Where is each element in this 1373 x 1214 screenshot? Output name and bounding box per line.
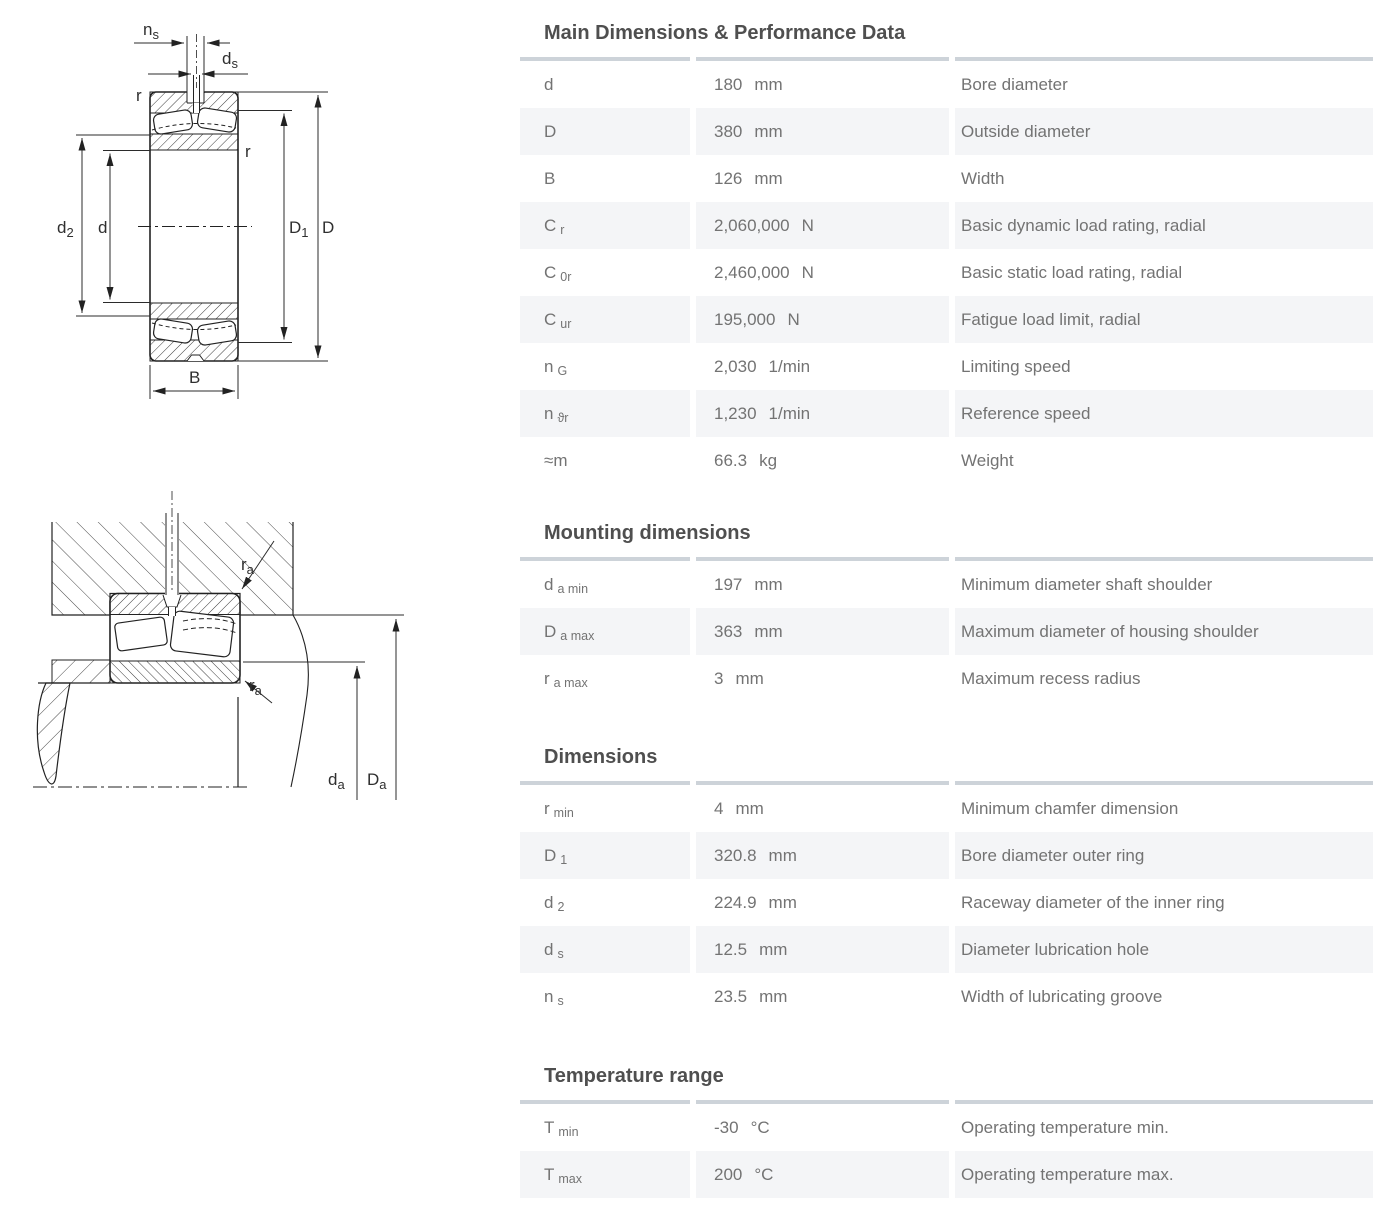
spec-symbol-subscript: s	[557, 946, 564, 961]
bearing-section-drawing	[0, 0, 500, 445]
spec-value-cell	[696, 108, 949, 155]
label-D1: $D_1$	[289, 218, 309, 240]
spec-description: Outside diameter	[961, 121, 1091, 141]
label-B: B	[189, 368, 201, 387]
spec-unit: mm	[754, 621, 783, 641]
section-title: Main Dimensions & Performance Data	[544, 22, 906, 44]
label-ra-top: $r_a$	[241, 555, 254, 577]
spec-symbol-cell	[520, 608, 690, 655]
spec-description: Basic static load rating, radial	[961, 262, 1183, 282]
spec-symbol: C	[544, 262, 557, 282]
spec-symbol-cell	[520, 973, 690, 1020]
spec-symbol-cell	[520, 390, 690, 437]
spec-symbol: n	[544, 403, 554, 423]
spec-symbol-cell	[520, 655, 690, 702]
spec-value-cell	[696, 832, 949, 879]
spec-symbol: n	[544, 986, 554, 1006]
inner-ring-mounted	[110, 661, 240, 683]
spec-symbol: B	[544, 168, 556, 188]
mounting-drawing	[0, 480, 470, 860]
inner-ring-bottom	[150, 303, 238, 319]
spec-description-cell	[955, 437, 1373, 484]
spec-description: Raceway diameter of the inner ring	[961, 892, 1225, 912]
spec-unit: mm	[735, 668, 764, 688]
spec-value: -30	[714, 1117, 739, 1137]
spec-symbol-cell	[520, 926, 690, 973]
spec-value: 4	[714, 798, 724, 818]
spec-value-cell	[696, 390, 949, 437]
spec-symbol-cell	[520, 1104, 690, 1151]
spec-description: Diameter lubrication hole	[961, 939, 1150, 959]
spec-unit: mm	[768, 845, 797, 865]
spec-description-cell	[955, 390, 1373, 437]
spec-description-cell	[955, 608, 1373, 655]
spec-value: 23.5	[714, 986, 748, 1006]
spec-symbol-subscript: min	[558, 1124, 579, 1139]
spec-value: 2,030	[714, 356, 757, 376]
spec-unit: kg	[759, 450, 778, 470]
spec-unit: N	[787, 309, 800, 329]
spec-description: Limiting speed	[961, 356, 1071, 376]
spec-unit: 1/min	[768, 356, 811, 376]
spec-symbol-cell	[520, 879, 690, 926]
spec-symbol-subscript: G	[557, 363, 568, 378]
spec-symbol: C	[544, 309, 557, 329]
spec-symbol-cell	[520, 343, 690, 390]
spec-symbol-cell	[520, 561, 690, 608]
spec-description: Operating temperature max.	[961, 1164, 1174, 1184]
spec-symbol: d	[544, 74, 554, 94]
spec-symbol: D	[544, 845, 557, 865]
spec-description: Bore diameter	[961, 74, 1068, 94]
spec-symbol-subscript: s	[557, 993, 564, 1008]
spec-value-cell	[696, 202, 949, 249]
spec-value: 197	[714, 574, 743, 594]
label-d: d	[98, 218, 108, 237]
spec-unit: mm	[759, 986, 788, 1006]
label-d2: $d_2$	[57, 218, 74, 240]
spec-value-cell	[696, 608, 949, 655]
lube-groove	[187, 91, 204, 103]
spec-value: 3	[714, 668, 724, 688]
spec-unit: mm	[754, 168, 783, 188]
spec-value: 12.5	[714, 939, 748, 959]
spec-description: Bore diameter outer ring	[961, 845, 1145, 865]
spec-value-cell	[696, 296, 949, 343]
spec-unit: °C	[750, 1117, 770, 1137]
housing-bore-curve	[291, 615, 308, 787]
label-r-top: r	[136, 86, 142, 105]
spec-unit: mm	[754, 574, 783, 594]
spec-value-cell	[696, 1151, 949, 1198]
spec-symbol-cell	[520, 437, 690, 484]
spec-value: 1,230	[714, 403, 757, 423]
spec-symbol-subscript: 2	[557, 899, 565, 914]
spec-value: 2,060,000	[714, 215, 790, 235]
spec-value-cell	[696, 561, 949, 608]
spec-description: Operating temperature min.	[961, 1117, 1169, 1137]
spec-value: 195,000	[714, 309, 776, 329]
spec-symbol-subscript: max	[558, 1171, 583, 1186]
spec-section	[520, 0, 1373, 484]
spec-unit: mm	[759, 939, 788, 959]
spec-value-cell	[696, 655, 949, 702]
spec-symbol: d	[544, 939, 554, 959]
spec-description-cell	[955, 108, 1373, 155]
spec-description: Maximum diameter of housing shoulder	[961, 621, 1259, 641]
label-da: $d_a$	[328, 770, 345, 792]
spec-symbol-subscript: r	[560, 222, 565, 237]
spec-description-cell	[955, 832, 1373, 879]
spec-symbol-cell	[520, 1151, 690, 1198]
label-ns: $n_s$	[143, 20, 159, 42]
inner-ring-top	[150, 134, 238, 150]
shaft-shoulder	[52, 660, 110, 683]
spec-symbol-cell	[520, 785, 690, 832]
spec-unit: mm	[768, 892, 797, 912]
spec-symbol: D	[544, 121, 557, 141]
section-title: Temperature range	[544, 1065, 724, 1087]
spec-symbol-subscript: ur	[560, 316, 572, 331]
spec-description-cell	[955, 561, 1373, 608]
spec-value: 126	[714, 168, 743, 188]
spec-symbol-cell	[520, 155, 690, 202]
spec-symbol-subscript: a max	[553, 675, 588, 690]
spec-symbol: D	[544, 621, 557, 641]
spec-value-cell	[696, 155, 949, 202]
spec-symbol: d	[544, 574, 554, 594]
spec-section	[520, 702, 1373, 1020]
spec-unit: mm	[735, 798, 764, 818]
spec-section	[520, 1020, 1373, 1198]
label-Da: $D_a$	[367, 770, 387, 792]
spec-value-cell	[696, 437, 949, 484]
spec-value: 380	[714, 121, 743, 141]
spec-unit: °C	[754, 1164, 774, 1184]
spec-value-cell	[696, 249, 949, 296]
spec-symbol: r	[544, 798, 550, 818]
spec-unit: mm	[754, 121, 783, 141]
spec-value: 66.3	[714, 450, 748, 470]
spec-value-cell	[696, 973, 949, 1020]
spec-symbol-subscript: a max	[560, 628, 595, 643]
spec-symbol: C	[544, 215, 557, 235]
section-title: Dimensions	[544, 746, 658, 768]
spec-description-cell	[955, 1104, 1373, 1151]
spec-value: 363	[714, 621, 743, 641]
spec-description-cell	[955, 61, 1373, 108]
spec-symbol-cell	[520, 249, 690, 296]
lube-slot-lower	[169, 607, 176, 616]
spec-description-cell	[955, 343, 1373, 390]
spec-description: Maximum recess radius	[961, 668, 1141, 688]
spec-description: Basic dynamic load rating, radial	[961, 215, 1206, 235]
spec-description-cell	[955, 655, 1373, 702]
spec-value-cell	[696, 343, 949, 390]
spec-symbol: n	[544, 356, 554, 376]
spec-description-cell	[955, 202, 1373, 249]
spec-symbol-subscript: 1	[560, 852, 568, 867]
spec-symbol: d	[544, 892, 554, 912]
spec-symbol-subscript: ϑr	[557, 410, 569, 425]
spec-value: 200	[714, 1164, 743, 1184]
spec-symbol-subscript: min	[553, 805, 574, 820]
spec-symbol-cell	[520, 202, 690, 249]
spec-description: Weight	[961, 450, 1014, 470]
label-D: D	[322, 218, 335, 237]
spec-section	[520, 484, 1373, 702]
section-title: Mounting dimensions	[544, 522, 751, 544]
spec-value-cell	[696, 1104, 949, 1151]
spec-description-cell	[955, 249, 1373, 296]
spec-unit: N	[801, 262, 814, 282]
shaft-fillet	[37, 683, 70, 784]
spec-description: Width of lubricating groove	[961, 986, 1163, 1006]
spec-description-cell	[955, 973, 1373, 1020]
spec-unit: 1/min	[768, 403, 811, 423]
spec-value-cell	[696, 61, 949, 108]
spec-symbol-cell	[520, 108, 690, 155]
spec-value: 320.8	[714, 845, 757, 865]
spec-symbol-cell	[520, 61, 690, 108]
spec-description: Fatigue load limit, radial	[961, 309, 1141, 329]
label-r-inner: r	[245, 142, 251, 161]
spec-description: Width	[961, 168, 1005, 188]
spec-symbol: ≈m	[544, 450, 568, 470]
spec-description: Reference speed	[961, 403, 1091, 423]
spec-description-cell	[955, 785, 1373, 832]
spec-panel	[520, 0, 1373, 1198]
spec-unit: N	[801, 215, 814, 235]
spec-description: Minimum diameter shaft shoulder	[961, 574, 1213, 594]
spec-value-cell	[696, 785, 949, 832]
spec-value-cell	[696, 926, 949, 973]
spec-description-cell	[955, 296, 1373, 343]
spec-description-cell	[955, 926, 1373, 973]
spec-symbol: r	[544, 668, 550, 688]
spec-unit: mm	[754, 74, 783, 94]
label-ds: $d_s$	[222, 49, 238, 71]
spec-symbol-cell	[520, 296, 690, 343]
label-ra-bottom: $r_a$	[249, 676, 262, 698]
spec-description-cell	[955, 1151, 1373, 1198]
spec-symbol-subscript: a min	[557, 581, 589, 596]
spec-description-cell	[955, 879, 1373, 926]
spec-symbol-cell	[520, 832, 690, 879]
spec-symbol: T	[544, 1117, 555, 1137]
spec-value: 2,460,000	[714, 262, 790, 282]
spec-value: 224.9	[714, 892, 757, 912]
spec-symbol: T	[544, 1164, 555, 1184]
spec-description-cell	[955, 155, 1373, 202]
spec-value: 180	[714, 74, 743, 94]
spec-value-cell	[696, 879, 949, 926]
spec-description: Minimum chamfer dimension	[961, 798, 1179, 818]
spec-symbol-subscript: 0r	[560, 269, 572, 284]
